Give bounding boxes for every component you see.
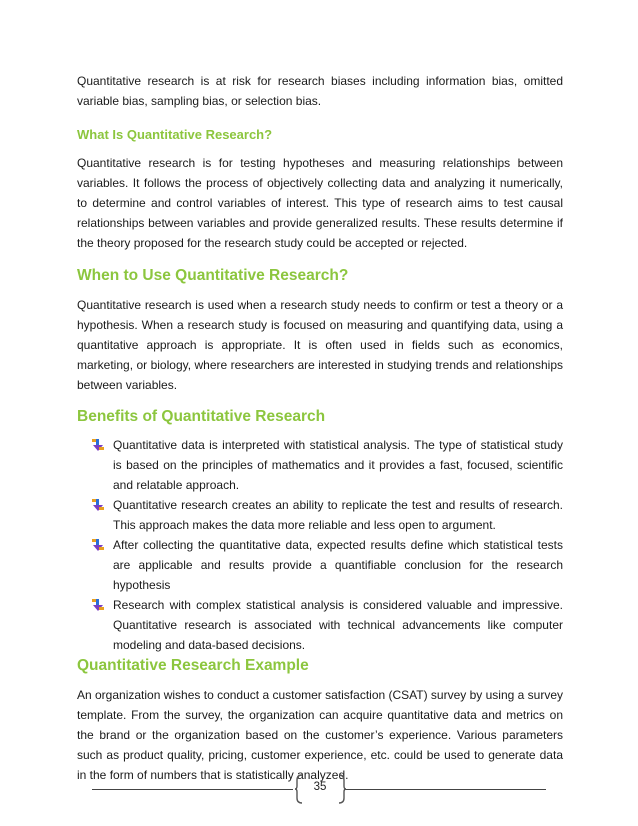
list-item [89,595,563,655]
footer-rule-left [92,789,293,790]
page-content [77,71,563,785]
heading-when-to-use: When to Use Quantitative Research? [77,267,349,284]
list-item-text: Research with complex statistical analysis is considered valuable and impressive. Quantitative research is associated with technical advancements like computer modeling and data-based decisions. [113,598,563,652]
arrow-down-bullet-icon [91,598,105,612]
footer-rule-right [345,789,546,790]
heading-benefits: Benefits of Quantitative Research [77,408,326,425]
left-brace-icon [294,774,304,804]
list-item-text: Quantitative research creates an ability to replicate the test and results of research. This approach makes the data more reliable and less open to argument. [113,498,563,532]
list-item [89,535,563,595]
what-is-paragraph: Quantitative research is for testing hypotheses and measuring relationships between variables. It follows the process of objectively collecting data and analyzing it numerically, to determine and control variables of interest. This type of research aims to test causal relationships between variables and provide generalized results. These results determine if the theory proposed for the research study could be accepted or rejected. [77,156,563,250]
list-item-text: Quantitative data is interpreted with statistical analysis. The type of statistical study is based on the principles of mathematics and it provides a fast, focused, scientific and relatable approach. [113,438,563,492]
intro-paragraph: Quantitative research is at risk for research biases including information bias, omitted variable bias, sampling bias, or selection bias. [77,74,563,108]
heading-what-is: What Is Quantitative Research? [77,127,273,142]
example-paragraph: An organization wishes to conduct a customer satisfaction (CSAT) survey by using a survey template. From the survey, the organization can acquire quantitative data and metrics on the brand or the organization based on the customer’s experience. Various parameters such as product quality, pricing, customer experience, etc. could be used to generate data in the form of numbers that is statistically analyzed. [77,688,563,782]
when-to-use-paragraph: Quantitative research is used when a research study needs to confirm or test a theory or a hypothesis. When a research study is focused on measuring and quantifying data, using a quantitative approach is appropriate. It is often used in fields such as economics, marketing, or biology, where researchers are interested in studying trends and relationships between variables. [77,298,563,392]
heading-example: Quantitative Research Example [77,657,309,674]
benefits-list [89,435,563,655]
arrow-down-bullet-icon [91,438,105,452]
list-item-text: After collecting the quantitative data, expected results define which statistical tests are applicable and results provide a quantifiable conclusion for the research hypothesis [113,538,563,592]
arrow-down-bullet-icon [91,538,105,552]
right-brace-icon [337,774,347,804]
page-number: 35 [313,781,327,793]
list-item [89,495,563,535]
list-item [89,435,563,495]
arrow-down-bullet-icon [91,498,105,512]
